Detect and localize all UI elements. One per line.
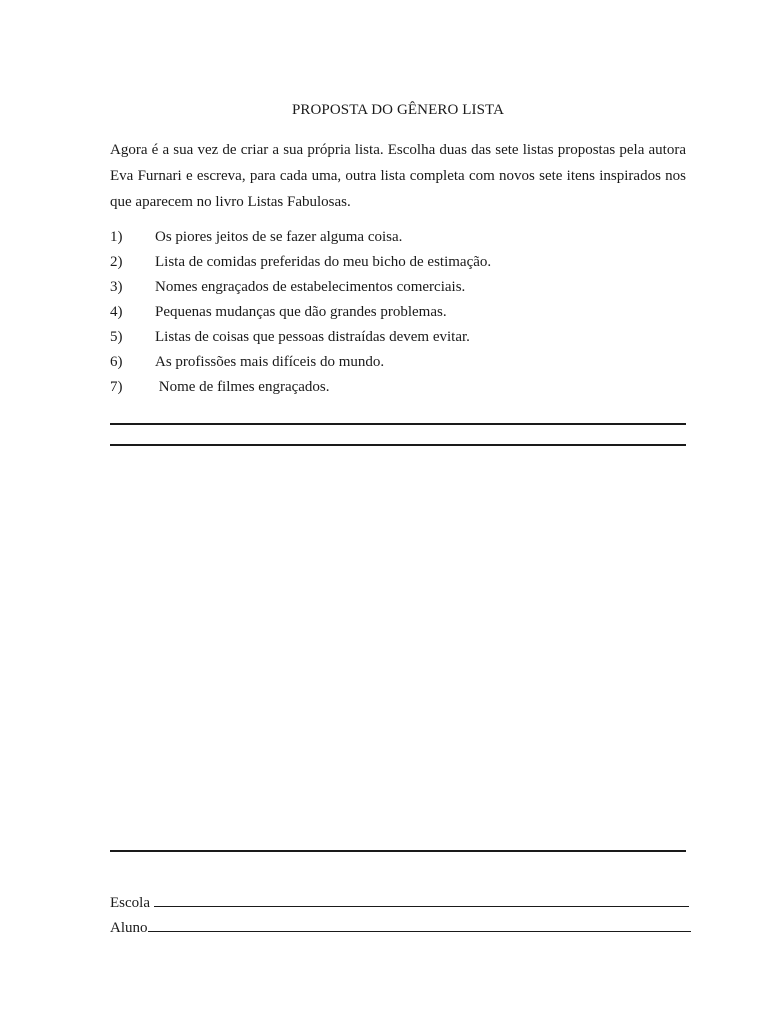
list-item xyxy=(110,352,686,377)
escola-label: Escola xyxy=(110,895,150,911)
list-item-number: 6) xyxy=(110,354,123,370)
list-item-text: As profissões mais difíceis do mundo. xyxy=(155,354,385,370)
list-item-text: Lista de comidas preferidas do meu bicho de estimação. xyxy=(155,254,492,270)
aluno-field xyxy=(110,917,691,937)
list-item-text: Os piores jeitos de se fazer alguma coisa. xyxy=(155,229,403,245)
list-item xyxy=(110,277,686,302)
escola-blank[interactable] xyxy=(154,892,689,907)
list-item-number: 2) xyxy=(110,254,123,270)
list-item-number: 5) xyxy=(110,329,123,345)
list-item xyxy=(110,377,686,402)
list-item-text: Pequenas mudanças que dão grandes problemas. xyxy=(155,304,447,320)
list-item xyxy=(110,227,686,252)
list-item-text: Listas de coisas que pessoas distraídas devem evitar. xyxy=(155,329,470,345)
aluno-blank[interactable] xyxy=(148,917,691,932)
list-item xyxy=(110,302,686,327)
list-item xyxy=(110,252,686,277)
writing-line[interactable] xyxy=(110,850,686,852)
page-title: PROPOSTA DO GÊNERO LISTA xyxy=(291,102,505,118)
intro-paragraph: Agora é a sua vez de criar a sua própria lista. Escolha duas das sete listas propostas pela autora Eva Furnari e escreva, para cada uma, outra lista completa com novos sete itens inspirados nos que aparecem no livro Listas Fabulosas. xyxy=(110,142,686,210)
list-item-text: Nomes engraçados de estabelecimentos comerciais. xyxy=(155,279,466,295)
writing-line[interactable] xyxy=(110,423,686,425)
list-item-text: Nome de filmes engraçados. xyxy=(155,379,330,395)
proposal-list xyxy=(110,227,686,402)
list-item xyxy=(110,327,686,352)
list-item-number: 7) xyxy=(110,379,123,395)
list-item-number: 4) xyxy=(110,304,123,320)
aluno-label: Aluno xyxy=(110,920,148,936)
writing-line[interactable] xyxy=(110,444,686,446)
list-item-number: 3) xyxy=(110,279,123,295)
list-item-number: 1) xyxy=(110,229,123,245)
escola-field xyxy=(110,892,689,912)
